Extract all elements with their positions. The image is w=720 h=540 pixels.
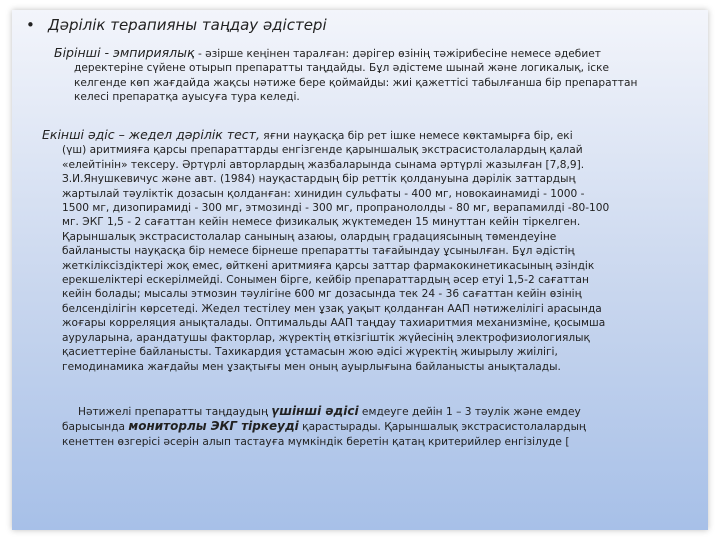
paragraph-line: З.И.Янушкевичус және авт. (1984) науқастардың бір реттік қолдануына дәрілік заттардың <box>62 173 576 186</box>
paragraph-line: байланысты науқасқа бір немесе бірнеше препаратты тағайындау ұсынылған. Бұл әдістің <box>62 245 575 258</box>
paragraph-line: жартылай тәуліктік дозасын қолданған: хинидин сульфаты - 400 мг, новокаинамиді - 1000 - <box>62 187 585 200</box>
paragraph-line: «елейтінін» тексеру. Әртүрлі авторлардың жазбаларында сынама әртүрлі жазылған [7,8,9]. <box>62 158 585 171</box>
paragraph-line: жоғары корреляция анықталады. Оптимальды ААП таңдау тахиаритмия механизміне, қосымша <box>62 317 606 330</box>
paragraph-line: деректеріне сүйене отырып препаратты таңдайды. Бұл әдістеме шынай және логикалық, іске <box>74 62 610 75</box>
slide-title: Дәрілік терапияны таңдау әдістері <box>48 16 327 34</box>
paragraph-line: барысында мониторлы ЭКГ тіркеуді қарастырады. Қарыншалық экстрасистолалардың <box>62 419 586 434</box>
paragraph-line: жеткіліксіздіктері жоқ емес, өйткені аритмияға қарсы заттар фармакокинетикасының әзіндік <box>62 259 595 272</box>
bullet-icon: • <box>26 16 35 34</box>
paragraph-line: белсенділігін көрсетеді. Жедел тестілеу мен ұзақ уақыт қолданған ААП нәтижелілігі арасында <box>62 302 602 315</box>
paragraph-line: гемодинамика жағдайы мен ұзақтығы мен оның ауырлығына байланысты анықталады. <box>62 360 561 373</box>
slide-title-row <box>26 16 686 34</box>
paragraph-line: 1500 мг, дизопирамиді - 300 мг, этмозинді - 300 мг, пропранололды - 80 мг, верапамилді -80-100 <box>62 202 610 215</box>
paragraph-line: Қарыншалық экстрасистолалар санының азаюы, олардың градациясының төмендеуіне <box>62 230 557 243</box>
slide <box>12 10 708 530</box>
paragraph-line: Екінші әдіс – жедел дәрілік тест, яғни науқасқа бір рет ішке немесе көктамырға бір, екі <box>42 127 573 142</box>
paragraph-line: қасиеттеріне байланысты. Тахикардия ұстамасын жою әдісі жүректің жиырылу жиілігі, <box>62 346 558 359</box>
paragraph-second-method <box>42 128 692 374</box>
emphasis-third-method: үшінші әдісі <box>271 404 359 418</box>
paragraph-line: кейін болады; мысалы этмозин тәулігіне 600 мг дозасында тек 24 - 36 сағаттан кейін өзінің <box>62 288 582 301</box>
paragraph-line: (үш) аритмияға қарсы препараттарды енгізгенде қарыншалық экстрасистолалардың қалай <box>62 144 583 157</box>
paragraph-line: келгенде көп жағдайда жақсы нәтиже бере қоймайды: жиі қажеттісі табылғанша бір препараттан <box>74 76 638 89</box>
paragraph-third-method <box>62 404 692 449</box>
method-heading: Екінші әдіс – жедел дәрілік тест, <box>42 127 260 142</box>
paragraph-line: келесі препаратқа ауысуға тура келеді. <box>74 91 300 104</box>
paragraph-line: кенеттен өзгерісі әсерін алып тастауға мүмкіндік беретін қатаң критерийлер енгізілуде [ <box>62 435 570 448</box>
paragraph-line: мг. ЭКГ 1,5 - 2 сағаттан кейін немесе физикалық жүктемеден 15 минуттан кейін тіркелген. <box>62 216 581 229</box>
paragraph-line: Бірінші - эмпириялық - әзірше кеңінен таралған: дәрігер өзінің тәжірибесіне немесе әдебиет <box>54 45 601 60</box>
method-heading: Бірінші - эмпириялық <box>54 45 195 60</box>
emphasis-ecg-monitoring: мониторлы ЭКГ тіркеуді <box>128 419 299 434</box>
paragraph-line: Нәтижелі препаратты таңдаудың үшінші әдісі емдеуге дейін 1 – 3 тәулік және емдеу <box>78 404 581 418</box>
paragraph-first-method <box>54 46 694 105</box>
paragraph-line: ерекшеліктері ескерілмейді. Сонымен бірге, кейбір препараттардың әсер етуі 1,5-2 сағаттан <box>62 274 589 287</box>
paragraph-line: ауруларына, арандатушы факторлар, жүректің өткізгіштік жүйесінің электрофизиологиялық <box>62 331 590 344</box>
